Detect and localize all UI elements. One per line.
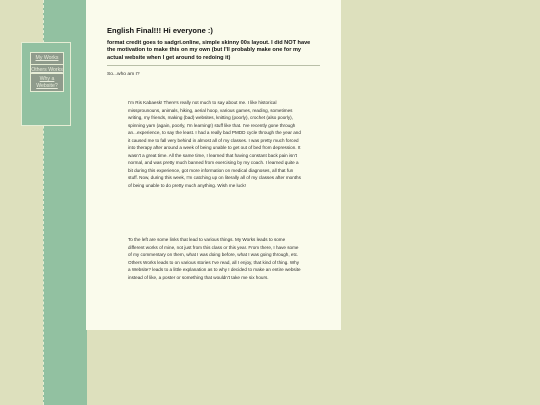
about-paragraph: I'm Ris Kabaesk! There's really not much to say about me. I like historical missprounouns, animals, hiking, aerial hoop, various games, reading, sometimes writing, my friends, making (bad) websites, knitting (poorly), crochet (also poorly), spinning yarn (again, poorly, I'm learning!) stuff like that. I've recently gone through an...experience, to say the least. I had a really bad PMDD cycle through the year and it caused me to fall very behind in almost all of my classes. I was pretty much forced into therapy after around a week of being unable to get out of bed from depression. It wasn't a great time. All the same time, I learned that having constant back pain isn't normal, and was pretty much banned from exercising by my coach. I learned quite a bit during this experience, got more information on medical diagnoses, all that fun stuff. Now, during this week, I'm catching up on literally all of my classes after months of being unable to do pretty much anything. Wish me luck! [128, 100, 301, 189]
intro-text: So...who am I? [107, 72, 140, 77]
nav-link-my-works[interactable]: My Works [30, 52, 64, 65]
page-title: English Final!!! Hi everyone :) [107, 26, 213, 35]
divider [107, 65, 320, 66]
main-content [86, 0, 341, 330]
links-paragraph: To the left are some links that lead to various things. My Works leads to some different works of mine, not just from this class or this year. From there, I have some of my commentary on them, what I was doing before, what I was going through, etc. Others Works leads to on various stories I've read, all I enjoy, that kind of thing. Why a Website? leads to a little explanation as to why I decided to make an entire website instead of like, a poster or something that wouldn't take me six hours. [128, 237, 301, 280]
page-subtitle: format credit goes to sadgri.online, simple skinny 00s layout. I did NOT have the motivation to make this on my own (but I'll probably make one for my actual website when I get around to redoing it) [107, 40, 311, 61]
nav-link-why-a-website[interactable]: Why a Website? [30, 73, 64, 92]
nav-link-others-works[interactable]: Others Works [30, 64, 64, 77]
nav-menu [21, 42, 71, 126]
